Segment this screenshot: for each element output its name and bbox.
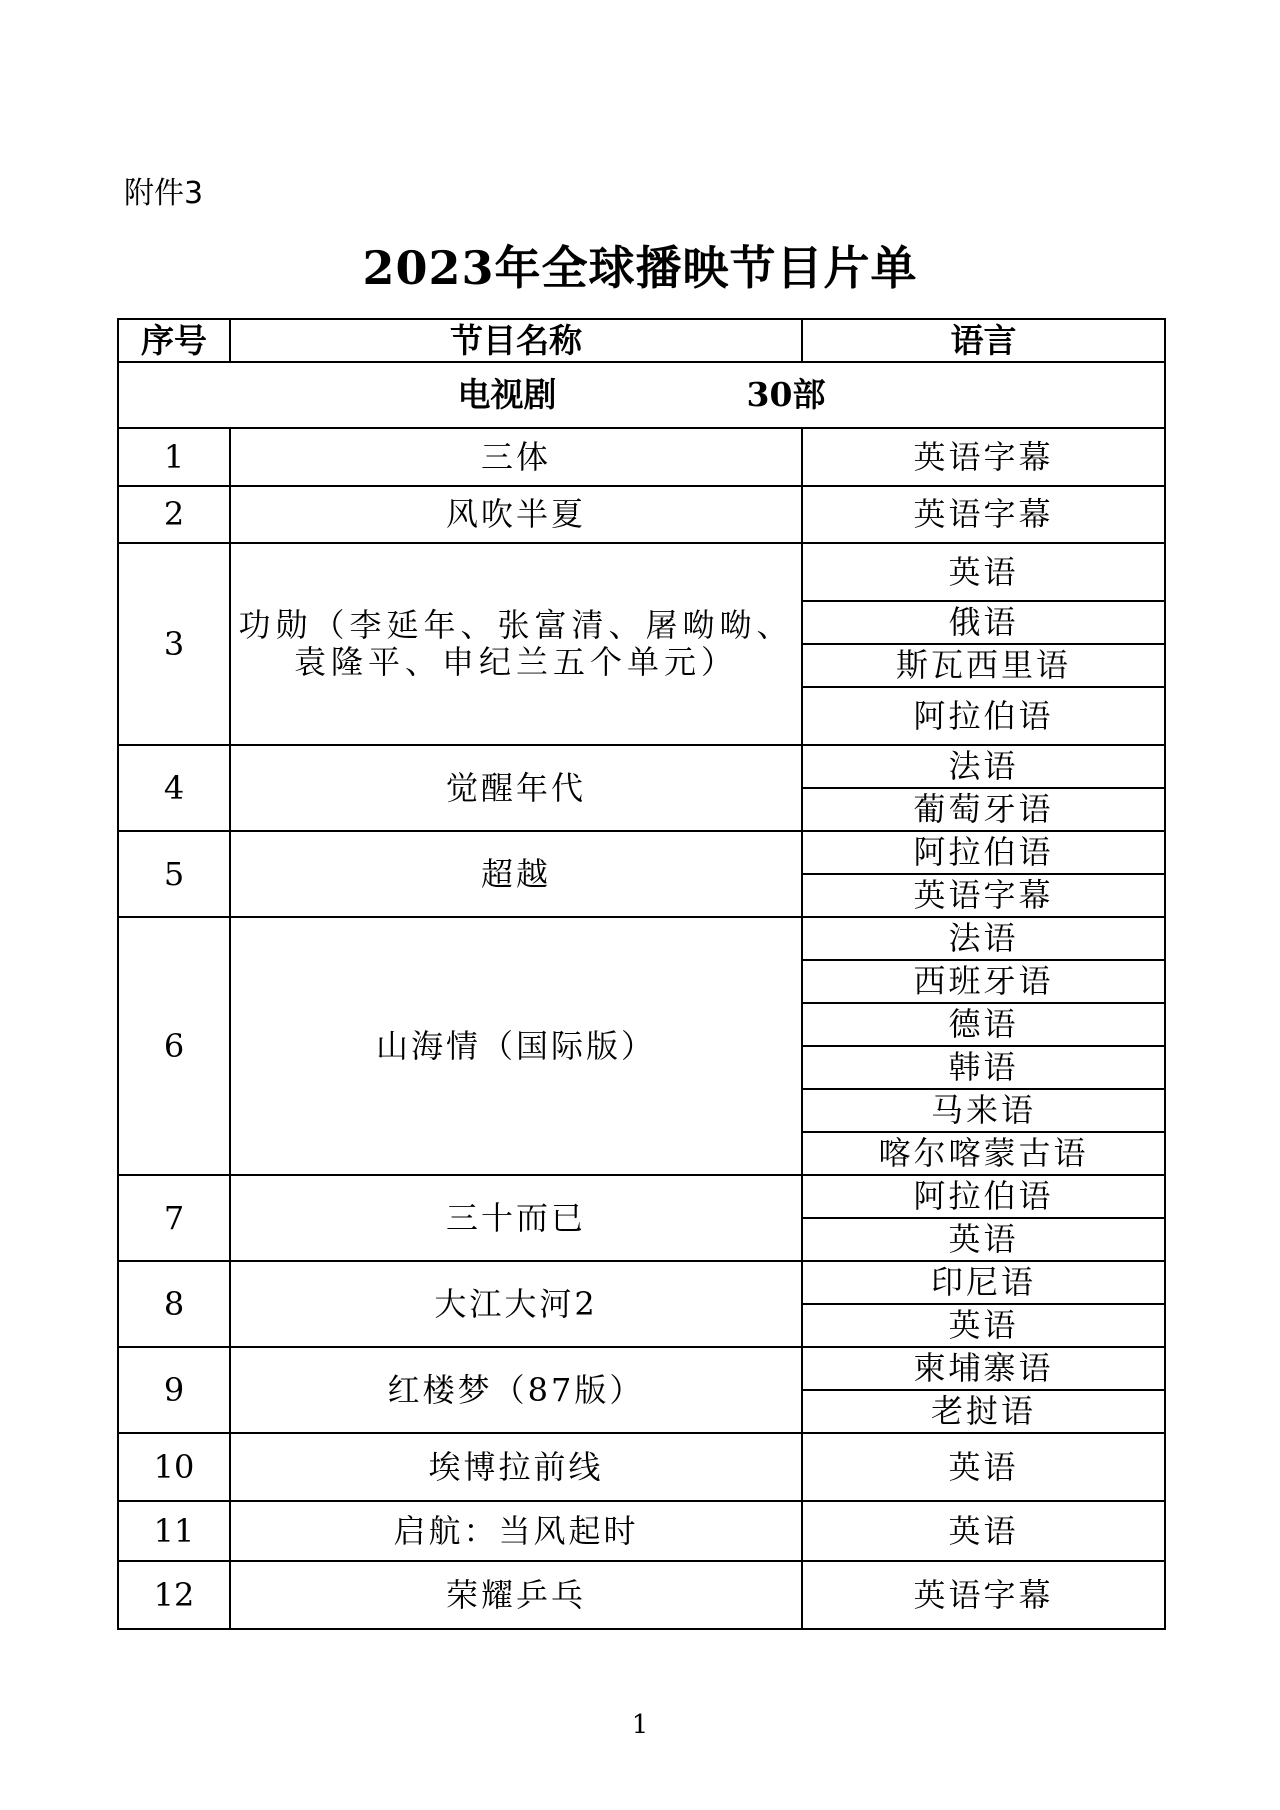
language-cell: 英语字幕 [802, 428, 1165, 486]
program-name: 觉醒年代 [230, 745, 802, 831]
language-cell: 英语 [802, 1218, 1165, 1261]
attachment-label: 附件3 [124, 176, 204, 211]
language-cell: 英语 [802, 1501, 1165, 1561]
section-count: 30部 [746, 375, 826, 415]
program-name: 埃博拉前线 [230, 1433, 802, 1501]
table-row [118, 745, 1165, 788]
language-cell: 阿拉伯语 [802, 1175, 1165, 1218]
header-language: 语言 [802, 319, 1165, 362]
language-cell: 阿拉伯语 [802, 687, 1165, 745]
row-index: 10 [118, 1433, 230, 1501]
row-index: 11 [118, 1501, 230, 1561]
language-cell: 葡萄牙语 [802, 788, 1165, 831]
row-index: 7 [118, 1175, 230, 1261]
table-row [118, 1501, 1165, 1561]
language-cell: 斯瓦西里语 [802, 644, 1165, 687]
program-name: 三体 [230, 428, 802, 486]
row-index: 4 [118, 745, 230, 831]
table-row [118, 1261, 1165, 1304]
table-row [118, 831, 1165, 874]
table-row [118, 1561, 1165, 1629]
program-name: 三十而已 [230, 1175, 802, 1261]
language-cell: 英语字幕 [802, 874, 1165, 917]
language-cell: 阿拉伯语 [802, 831, 1165, 874]
language-cell: 印尼语 [802, 1261, 1165, 1304]
page-number: 1 [631, 1710, 649, 1740]
row-index: 5 [118, 831, 230, 917]
language-cell: 英语 [802, 1304, 1165, 1347]
row-index: 12 [118, 1561, 230, 1629]
language-cell: 马来语 [802, 1089, 1165, 1132]
language-cell: 柬埔寨语 [802, 1347, 1165, 1390]
language-cell: 英语字幕 [802, 486, 1165, 543]
program-name: 风吹半夏 [230, 486, 802, 543]
language-cell: 法语 [802, 917, 1165, 960]
row-index: 2 [118, 486, 230, 543]
program-table [117, 318, 1166, 1630]
language-cell: 喀尔喀蒙古语 [802, 1132, 1165, 1175]
program-name: 启航：当风起时 [230, 1501, 802, 1561]
language-cell: 英语字幕 [802, 1561, 1165, 1629]
row-index: 6 [118, 917, 230, 1175]
program-name: 红楼梦（87版） [230, 1347, 802, 1433]
table-row [118, 917, 1165, 960]
program-name: 山海情（国际版） [230, 917, 802, 1175]
table-header-row [118, 319, 1165, 362]
table-row [118, 1175, 1165, 1218]
table-row [118, 543, 1165, 601]
header-name: 节目名称 [230, 319, 802, 362]
row-index: 1 [118, 428, 230, 486]
language-cell: 俄语 [802, 601, 1165, 644]
document-title: 2023年全球播映节目片单 [362, 241, 918, 295]
section-row [118, 362, 1165, 428]
program-name: 功勋（李延年、张富清、屠呦呦、袁隆平、申纪兰五个单元） [230, 543, 802, 745]
language-cell: 韩语 [802, 1046, 1165, 1089]
table-row [118, 1347, 1165, 1390]
program-name: 荣耀乒乓 [230, 1561, 802, 1629]
language-cell: 西班牙语 [802, 960, 1165, 1003]
table-row [118, 486, 1165, 543]
section-cell [118, 362, 1165, 428]
language-cell: 英语 [802, 1433, 1165, 1501]
table-row [118, 428, 1165, 486]
row-index: 9 [118, 1347, 230, 1433]
language-cell: 德语 [802, 1003, 1165, 1046]
header-index: 序号 [118, 319, 230, 362]
language-cell: 法语 [802, 745, 1165, 788]
program-name: 大江大河2 [230, 1261, 802, 1347]
section-label: 电视剧 [457, 375, 557, 415]
program-name: 超越 [230, 831, 802, 917]
table-row [118, 1433, 1165, 1501]
row-index: 8 [118, 1261, 230, 1347]
language-cell: 英语 [802, 543, 1165, 601]
row-index: 3 [118, 543, 230, 745]
language-cell: 老挝语 [802, 1390, 1165, 1433]
